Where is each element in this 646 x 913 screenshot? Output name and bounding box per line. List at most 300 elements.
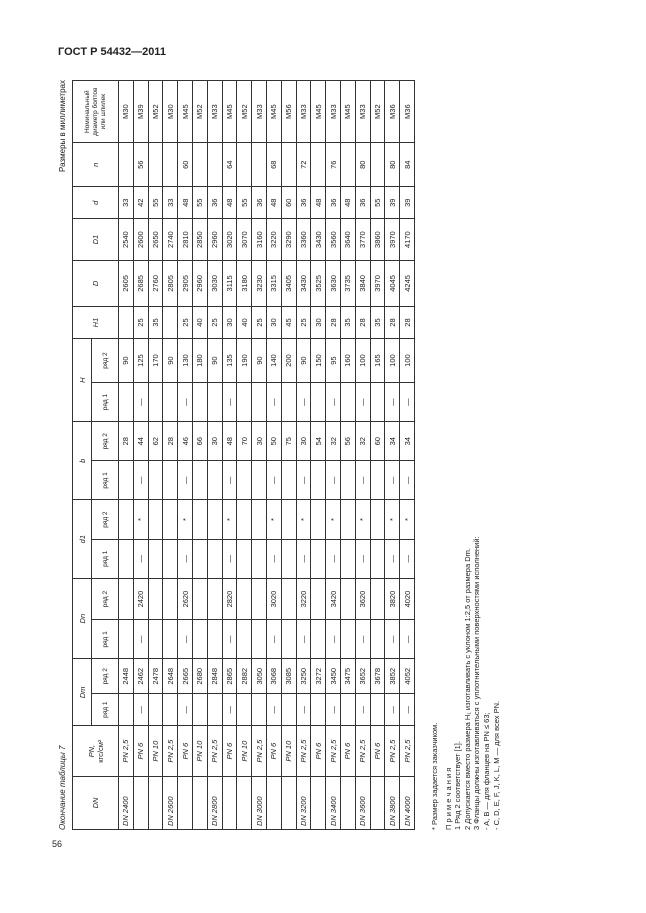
table-cell <box>311 382 326 421</box>
table-cell <box>281 382 296 421</box>
table-cell: DN 3000 <box>252 777 267 830</box>
table-cell <box>148 143 163 187</box>
table-cell <box>207 143 222 187</box>
header-row1: ряд 1 <box>92 539 119 578</box>
table-cell: M30 <box>119 81 134 143</box>
table-cell: — <box>133 461 148 500</box>
table-cell <box>222 777 237 830</box>
table-cell: * <box>178 500 193 539</box>
table-cell: 3315 <box>266 260 281 306</box>
table-cell: 3220 <box>296 578 311 619</box>
table-cell: DN 2800 <box>207 777 222 830</box>
note-3a: - A, B — для фланцев на PN ≤ 63; <box>481 712 491 830</box>
note-3: 3 Фланцы должны изготавливаться с уплотнительными поверхностями исполнений: <box>472 536 482 830</box>
table-cell: M52 <box>370 81 385 143</box>
table-cell: 3230 <box>252 260 267 306</box>
table-cell: 3430 <box>311 219 326 260</box>
table-row <box>207 81 222 830</box>
table-cell <box>281 461 296 500</box>
table-cell <box>119 461 134 500</box>
table-cell: PN 6 <box>340 726 355 777</box>
table-row <box>326 81 341 830</box>
table-cell: — <box>266 620 281 659</box>
table-cell <box>237 500 252 539</box>
table-body <box>119 81 415 830</box>
table-cell: PN 2,5 <box>252 726 267 777</box>
table-cell: 3068 <box>266 659 281 694</box>
table-cell: 48 <box>311 187 326 219</box>
table-cell: — <box>400 694 415 726</box>
table-cell: PN 2,5 <box>400 726 415 777</box>
table-cell: 3770 <box>355 219 370 260</box>
table-cell: 42 <box>133 187 148 219</box>
table-cell: 3840 <box>355 260 370 306</box>
table-cell: 36 <box>326 187 341 219</box>
table-cell: 60 <box>370 422 385 461</box>
document-header: ГОСТ Р 54432—2011 <box>58 46 166 58</box>
table-cell: 3970 <box>370 260 385 306</box>
table-cell: PN 2,5 <box>385 726 400 777</box>
table-cell: 3420 <box>326 578 341 619</box>
table-cell: 160 <box>340 339 355 383</box>
table-cell: 33 <box>163 187 178 219</box>
table-cell: — <box>355 382 370 421</box>
table-cell <box>192 382 207 421</box>
table-cell <box>281 620 296 659</box>
table-cell <box>340 777 355 830</box>
table-cell <box>311 500 326 539</box>
table-cell <box>340 578 355 619</box>
table-cell <box>237 382 252 421</box>
table-cell: 3475 <box>340 659 355 694</box>
table-cell <box>266 777 281 830</box>
table-cell: 3860 <box>370 219 385 260</box>
table-cell <box>207 461 222 500</box>
table-cell: 100 <box>400 339 415 383</box>
table-cell: PN 6 <box>370 726 385 777</box>
table-cell: 2805 <box>163 260 178 306</box>
table-cell <box>163 143 178 187</box>
table-cell: 2600 <box>133 219 148 260</box>
table-cell: 25 <box>133 306 148 338</box>
table-cell: PN 6 <box>222 726 237 777</box>
table-cell <box>163 461 178 500</box>
table-cell: 90 <box>163 339 178 383</box>
table-cell <box>163 306 178 338</box>
table-cell: PN 6 <box>133 726 148 777</box>
table-cell: 165 <box>370 339 385 383</box>
table-cell: 2820 <box>222 578 237 619</box>
header-d1: d1 <box>73 500 92 578</box>
table-cell: 3820 <box>385 578 400 619</box>
table-cell: M33 <box>296 81 311 143</box>
table-cell <box>163 694 178 726</box>
table-cell: 4020 <box>400 578 415 619</box>
table-cell: 2850 <box>192 219 207 260</box>
table-cell <box>207 539 222 578</box>
table-cell: M30 <box>163 81 178 143</box>
table-cell: PN 2,5 <box>355 726 370 777</box>
table-cell: PN 6 <box>266 726 281 777</box>
table-cell: M52 <box>192 81 207 143</box>
table-cell: 34 <box>400 422 415 461</box>
table-cell: * <box>355 500 370 539</box>
table-cell: 28 <box>163 422 178 461</box>
table-cell <box>237 143 252 187</box>
table-row <box>385 81 400 830</box>
table-cell: M33 <box>355 81 370 143</box>
table-row <box>222 81 237 830</box>
table-cell: 48 <box>340 187 355 219</box>
table-cell: 64 <box>222 143 237 187</box>
table-cell: 28 <box>355 306 370 338</box>
table-cell <box>178 777 193 830</box>
table-row <box>281 81 296 830</box>
table-cell: — <box>296 539 311 578</box>
table-cell: 135 <box>222 339 237 383</box>
table-cell: 3085 <box>281 659 296 694</box>
table-cell: 3620 <box>355 578 370 619</box>
table-cell <box>311 620 326 659</box>
table-cell: 95 <box>326 339 341 383</box>
table-cell <box>311 777 326 830</box>
table-cell <box>311 143 326 187</box>
table-cell: 36 <box>252 187 267 219</box>
table-cell: 2462 <box>133 659 148 694</box>
table-cell <box>148 461 163 500</box>
header-row2: ряд 2 <box>92 500 119 539</box>
table-cell: 32 <box>355 422 370 461</box>
table-cell: 4045 <box>385 260 400 306</box>
table-cell: — <box>222 382 237 421</box>
table-cell <box>207 500 222 539</box>
table-cell <box>252 694 267 726</box>
table-cell: — <box>222 539 237 578</box>
table-cell: — <box>266 461 281 500</box>
table-cell: DN 2600 <box>163 777 178 830</box>
table-cell <box>252 500 267 539</box>
table-cell: 2865 <box>222 659 237 694</box>
table-cell <box>370 461 385 500</box>
table-cell: 2478 <box>148 659 163 694</box>
header-row1: ряд 1 <box>92 694 119 726</box>
table-cell: 2960 <box>207 219 222 260</box>
table-cell: M45 <box>311 81 326 143</box>
table-cell: 46 <box>178 422 193 461</box>
table-cell: 130 <box>178 339 193 383</box>
table-cell <box>119 382 134 421</box>
table-cell <box>237 539 252 578</box>
table-cell <box>207 382 222 421</box>
table-cell: 55 <box>192 187 207 219</box>
table-cell: 3220 <box>266 219 281 260</box>
header-row2: ряд 2 <box>92 339 119 383</box>
table-cell: 3272 <box>311 659 326 694</box>
table-cell: PN 10 <box>237 726 252 777</box>
table-cell: — <box>326 461 341 500</box>
table-cell: 36 <box>296 187 311 219</box>
table-cell: 25 <box>178 306 193 338</box>
note-asterisk: * Размер задается заказчиком. <box>430 722 439 830</box>
header-d: D <box>73 260 119 306</box>
table-cell: DN 3600 <box>355 777 370 830</box>
table-cell: 30 <box>311 306 326 338</box>
table-cell <box>148 500 163 539</box>
table-cell <box>311 578 326 619</box>
table-cell: 2882 <box>237 659 252 694</box>
table-cell: 2848 <box>207 659 222 694</box>
table-cell: 3630 <box>326 260 341 306</box>
table-cell <box>163 578 178 619</box>
table-cell: — <box>178 461 193 500</box>
table-cell: — <box>326 539 341 578</box>
table-cell: 25 <box>296 306 311 338</box>
table-cell: 39 <box>385 187 400 219</box>
table-row <box>311 81 326 830</box>
table-cell: — <box>178 694 193 726</box>
rotated-content <box>58 80 528 830</box>
table-cell <box>311 539 326 578</box>
table-cell: — <box>326 382 341 421</box>
table-cell: 180 <box>192 339 207 383</box>
table-cell: — <box>266 694 281 726</box>
table-cell <box>370 143 385 187</box>
table-row <box>252 81 267 830</box>
table-row <box>355 81 370 830</box>
table-cell: 55 <box>237 187 252 219</box>
table-cell: 190 <box>237 339 252 383</box>
table-cell: 84 <box>400 143 415 187</box>
table-cell: 2605 <box>119 260 134 306</box>
header-row2: ряд 2 <box>92 422 119 461</box>
table-row <box>119 81 134 830</box>
table-cell: 3652 <box>355 659 370 694</box>
note-1: 1 Ряд 2 соответствует [1]. <box>453 741 463 830</box>
header-row2: ряд 2 <box>92 659 119 694</box>
table-cell: 3640 <box>340 219 355 260</box>
table-cell <box>148 777 163 830</box>
table-cell <box>340 382 355 421</box>
table-cell: 3360 <box>296 219 311 260</box>
table-cell: — <box>326 694 341 726</box>
table-cell <box>119 306 134 338</box>
table-cell: * <box>385 500 400 539</box>
table-cell: 3405 <box>281 260 296 306</box>
header-dn: DN <box>73 777 119 830</box>
table-cell <box>192 500 207 539</box>
table-cell: 60 <box>178 143 193 187</box>
table-cell: 3050 <box>252 659 267 694</box>
table-cell: PN 2,5 <box>326 726 341 777</box>
note-2: 2 Допускается вместо размера H₁ изготавливать с уклоном 1:2,5 от размера Dm. <box>462 548 472 830</box>
table-cell <box>119 620 134 659</box>
table-cell: — <box>400 382 415 421</box>
table-cell: M45 <box>340 81 355 143</box>
table-cell: 2648 <box>163 659 178 694</box>
table-cell: * <box>266 500 281 539</box>
table-cell: * <box>133 500 148 539</box>
table-cell: 80 <box>385 143 400 187</box>
table-cell: 3852 <box>385 659 400 694</box>
table-cell <box>370 500 385 539</box>
table-cell: — <box>266 539 281 578</box>
table-cell <box>163 500 178 539</box>
table-cell: 100 <box>355 339 370 383</box>
table-cell: 60 <box>281 187 296 219</box>
table-cell: 55 <box>148 187 163 219</box>
table-cell: 48 <box>266 187 281 219</box>
header-row1: ряд 1 <box>92 620 119 659</box>
table-cell: — <box>296 382 311 421</box>
table-cell <box>192 461 207 500</box>
table-cell: 35 <box>370 306 385 338</box>
table-cell: PN 10 <box>192 726 207 777</box>
table-cell: 3525 <box>311 260 326 306</box>
table-cell: 70 <box>237 422 252 461</box>
table-cell <box>252 382 267 421</box>
table-cell <box>340 539 355 578</box>
table-cell: M45 <box>266 81 281 143</box>
table-cell <box>252 143 267 187</box>
table-cell: 44 <box>133 422 148 461</box>
table-cell <box>311 694 326 726</box>
table-cell: M52 <box>237 81 252 143</box>
flange-table <box>72 80 415 830</box>
page-number: 56 <box>52 839 63 849</box>
table-cell: PN 2,5 <box>207 726 222 777</box>
table-cell: 45 <box>281 306 296 338</box>
table-cell: 62 <box>148 422 163 461</box>
table-cell: — <box>178 539 193 578</box>
table-cell: 200 <box>281 339 296 383</box>
table-notes <box>430 90 501 830</box>
table-cell: — <box>296 620 311 659</box>
table-cell <box>237 777 252 830</box>
table-cell: 2810 <box>178 219 193 260</box>
units-caption: Размеры в миллиметрах <box>58 80 67 172</box>
table-cell: 36 <box>355 187 370 219</box>
table-cell <box>133 777 148 830</box>
table-cell <box>370 382 385 421</box>
table-cell: PN 2,5 <box>119 726 134 777</box>
notes-heading: П р и м е ч а н и я <box>443 767 453 830</box>
table-cell: 25 <box>252 306 267 338</box>
table-cell <box>281 500 296 539</box>
table-cell <box>192 620 207 659</box>
table-cell: DN 3200 <box>296 777 311 830</box>
table-cell <box>148 382 163 421</box>
table-cell: 2665 <box>178 659 193 694</box>
table-cell: 80 <box>355 143 370 187</box>
table-caption: Окончание таблицы 7 <box>58 745 67 830</box>
table-cell <box>252 539 267 578</box>
table-cell: DN 3400 <box>326 777 341 830</box>
header-dd: d <box>73 187 119 219</box>
table-cell: 68 <box>266 143 281 187</box>
table-cell <box>163 539 178 578</box>
table-cell: — <box>133 694 148 726</box>
table-cell <box>281 539 296 578</box>
table-cell <box>119 143 134 187</box>
table-cell: 3430 <box>296 260 311 306</box>
table-cell <box>237 461 252 500</box>
table-cell <box>207 694 222 726</box>
table-cell <box>370 694 385 726</box>
table-cell <box>237 620 252 659</box>
table-cell: 2448 <box>119 659 134 694</box>
table-cell: 140 <box>266 339 281 383</box>
table-cell: 2620 <box>178 578 193 619</box>
table-row <box>237 81 252 830</box>
table-row <box>296 81 311 830</box>
table-cell <box>281 578 296 619</box>
table-cell: 72 <box>296 143 311 187</box>
table-cell: 30 <box>296 422 311 461</box>
table-cell: 39 <box>400 187 415 219</box>
table-cell <box>192 777 207 830</box>
header-b: b <box>73 422 92 500</box>
table-cell: 40 <box>192 306 207 338</box>
table-cell: 25 <box>207 306 222 338</box>
table-cell: * <box>296 500 311 539</box>
table-cell <box>148 539 163 578</box>
table-cell: — <box>385 539 400 578</box>
table-cell <box>340 694 355 726</box>
table-cell <box>192 143 207 187</box>
table-cell <box>119 539 134 578</box>
table-cell: 30 <box>207 422 222 461</box>
table-cell: 48 <box>178 187 193 219</box>
note-3b: - C, D, E, F, J, K, L, M — для всех PN. <box>491 700 501 830</box>
table-row <box>148 81 163 830</box>
table-cell: 90 <box>296 339 311 383</box>
table-cell <box>192 694 207 726</box>
table-cell: 3115 <box>222 260 237 306</box>
table-cell: — <box>178 620 193 659</box>
table-cell: 2420 <box>133 578 148 619</box>
table-cell: — <box>385 382 400 421</box>
header-row2: ряд 2 <box>92 578 119 619</box>
table-cell: PN 10 <box>148 726 163 777</box>
table-cell <box>311 461 326 500</box>
table-cell: 28 <box>385 306 400 338</box>
table-cell: 28 <box>119 422 134 461</box>
table-cell: 3160 <box>252 219 267 260</box>
table-cell: 32 <box>326 422 341 461</box>
table-cell: 3290 <box>281 219 296 260</box>
table-cell: 3180 <box>237 260 252 306</box>
table-cell: 170 <box>148 339 163 383</box>
table-cell: 30 <box>266 306 281 338</box>
table-cell <box>163 382 178 421</box>
table-cell: 30 <box>252 422 267 461</box>
table-cell: 3970 <box>385 219 400 260</box>
table-cell: — <box>355 694 370 726</box>
table-cell: DN 3800 <box>385 777 400 830</box>
table-cell: — <box>296 694 311 726</box>
table-cell: 90 <box>252 339 267 383</box>
table-cell: * <box>400 500 415 539</box>
table-cell <box>237 694 252 726</box>
table-cell: M56 <box>281 81 296 143</box>
table-cell: 2685 <box>133 260 148 306</box>
table-cell: 2960 <box>192 260 207 306</box>
table-cell <box>252 620 267 659</box>
table-cell: 54 <box>311 422 326 461</box>
table-cell <box>370 620 385 659</box>
table-cell: 2740 <box>163 219 178 260</box>
table-cell <box>370 539 385 578</box>
